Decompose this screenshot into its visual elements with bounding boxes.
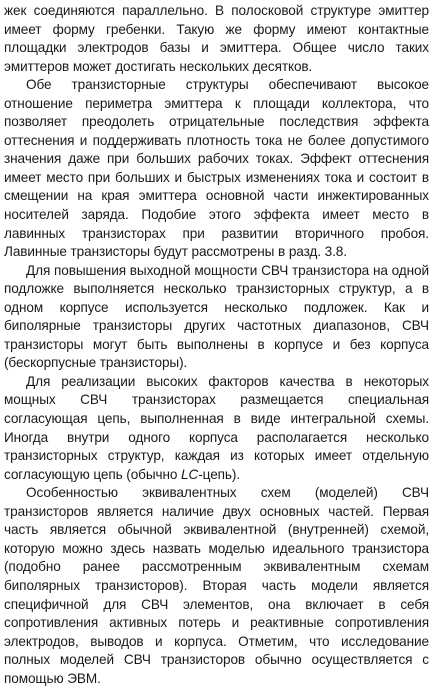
document-page bbox=[4, 2, 429, 688]
paragraph-text: жек соединяются параллельно. В полосковой структуре эмиттер имеет форму гребенки. Такую же форму имеют контактные площадки электродов базы и эмиттера. Общее число таких эмиттеров может достигать нескольких десятков. bbox=[4, 3, 429, 74]
paragraph-text: Для реализации высоких факторов качества в некоторых мощных СВЧ транзисторах размещается специальная согласующая цепь, выполненная в виде интегральной схемы. Иногда внутри одного корпуса располагается несколько транзисторных структур, каждая из которых имеет отдельную согласующую цепь (обычно bbox=[4, 373, 429, 482]
paragraph-text-end: -цепь). bbox=[198, 466, 241, 482]
paragraph-1 bbox=[4, 2, 429, 76]
paragraph-5 bbox=[4, 484, 429, 688]
paragraph-text: Для повышения выходной мощности СВЧ транзистора на одной подложке выполняется несколько транзисторных структур, а в одном корпусе используется несколько подложек. Как и биполярные транзисторы других частотных диапазонов, СВЧ транзисторы могут быть выполнены в корпусе и без корпуса (бескорпусные транзисторы). bbox=[4, 262, 429, 371]
paragraph-2 bbox=[4, 76, 429, 261]
paragraph-text-italic: LC bbox=[181, 466, 199, 482]
paragraph-4 bbox=[4, 373, 429, 484]
paragraph-text: Обе транзисторные структуры обеспечивают высокое отношение периметра эмиттера к площади коллектора, что позволяет преодолеть отрицательные последствия эффекта оттеснения и поддерживать плотность тока не более допустимого значения даже при больших рабочих токах. Эффект оттеснения имеет место при больших и быстрых изменениях тока и состоит в смещении на края эмиттера основной части инжектированных носителей заряда. Подобие этого эффекта имеет место в лавинных транзисторах при развитии вторичного пробоя. Лавинные транзисторы будут рассмотрены в разд. 3.8. bbox=[4, 77, 429, 260]
paragraph-text: Особенностью эквивалентных схем (моделей) СВЧ транзисторов является наличие двух основных частей. Первая часть является обычной эквивалентной (внутренней) схемой, которую можно здесь назвать моделью идеального транзистора (подобно ранее рассмотренным эквивалентным схемам биполярных транзисторов). Вторая часть модели является специфичной для СВЧ элементов, она включает в себя сопротивления активных потерь и реактивные сопротивления электродов, выводов и корпуса. Отметим, что исследование полных моделей СВЧ транзисторов обычно осуществляется с помощью ЭВМ. bbox=[4, 485, 429, 686]
paragraph-3 bbox=[4, 262, 429, 373]
